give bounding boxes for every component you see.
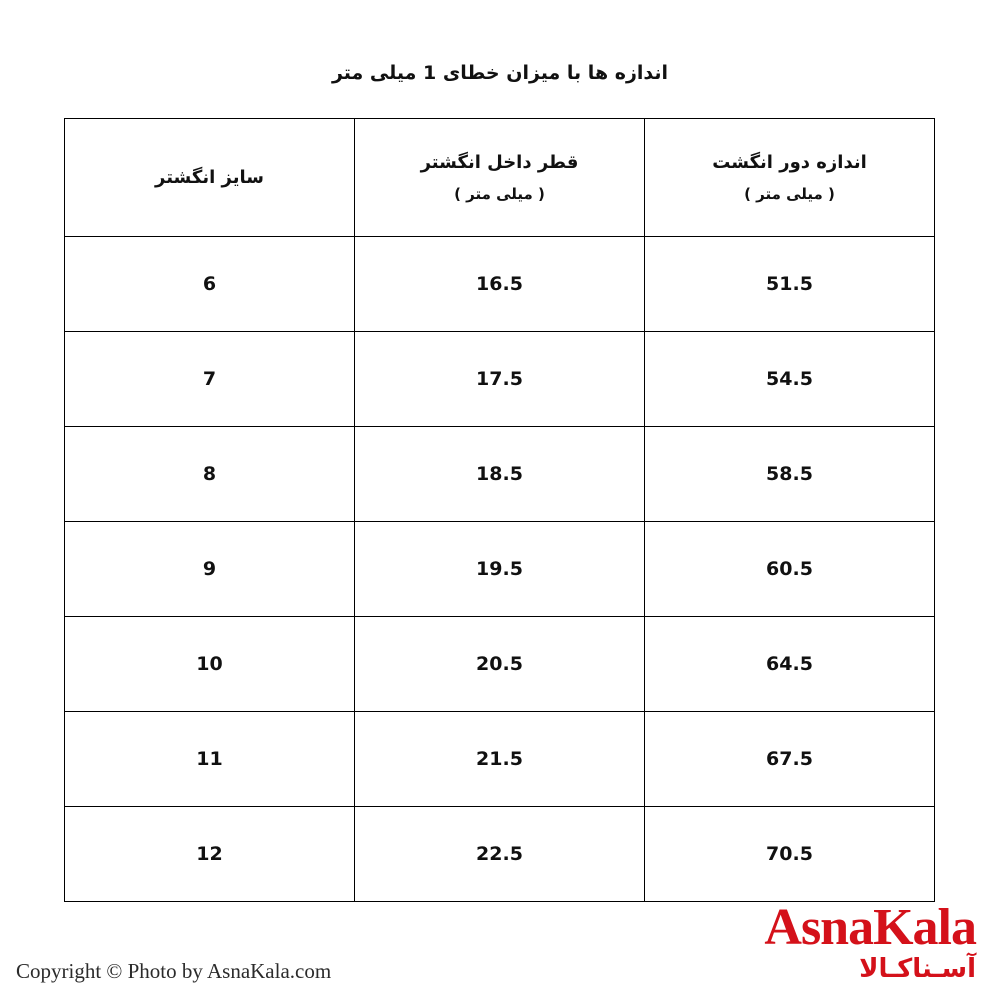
column-header-ring-size-label: سایز انگشتر xyxy=(155,166,264,188)
table-row xyxy=(65,807,935,902)
cell-ring-size: 10 xyxy=(65,617,355,712)
ring-size-table xyxy=(64,118,935,902)
cell-ring-size: 9 xyxy=(65,522,355,617)
logo-persian-text: آسـناکـالا xyxy=(859,954,976,984)
cell-diameter: 18.5 xyxy=(355,427,645,522)
cell-diameter: 22.5 xyxy=(355,807,645,902)
column-header-circumference-label: اندازه دور انگشت xyxy=(712,151,867,173)
cell-diameter: 19.5 xyxy=(355,522,645,617)
table-header-row xyxy=(65,119,935,237)
table-row xyxy=(65,237,935,332)
cell-ring-size: 6 xyxy=(65,237,355,332)
cell-circumference: 54.5 xyxy=(645,332,935,427)
copyright-notice: Copyright © Photo by AsnaKala.com xyxy=(16,959,332,983)
cell-ring-size: 12 xyxy=(65,807,355,902)
column-header-circumference xyxy=(645,119,935,237)
page-title: اندازه ها با میزان خطای 1 میلی متر xyxy=(331,62,669,84)
cell-ring-size: 7 xyxy=(65,332,355,427)
logo-latin-text: AsnaKala xyxy=(764,899,976,956)
cell-circumference: 70.5 xyxy=(645,807,935,902)
column-header-ring-size xyxy=(65,119,355,237)
table-row xyxy=(65,522,935,617)
table-header xyxy=(65,119,935,237)
cell-diameter: 20.5 xyxy=(355,617,645,712)
cell-circumference: 51.5 xyxy=(645,237,935,332)
cell-circumference: 58.5 xyxy=(645,427,935,522)
table-row xyxy=(65,712,935,807)
column-header-diameter xyxy=(355,119,645,237)
table-row xyxy=(65,427,935,522)
cell-ring-size: 8 xyxy=(65,427,355,522)
table-body xyxy=(65,237,935,902)
asnakala-logo xyxy=(764,899,976,984)
cell-circumference: 67.5 xyxy=(645,712,935,807)
table-row xyxy=(65,617,935,712)
column-header-diameter-label: قطر داخل انگشتر xyxy=(420,151,579,173)
column-header-circumference-unit: ( میلی متر ) xyxy=(744,184,835,203)
table-row xyxy=(65,332,935,427)
cell-diameter: 21.5 xyxy=(355,712,645,807)
cell-ring-size: 11 xyxy=(65,712,355,807)
cell-circumference: 60.5 xyxy=(645,522,935,617)
column-header-diameter-unit: ( میلی متر ) xyxy=(454,184,545,203)
cell-diameter: 16.5 xyxy=(355,237,645,332)
cell-diameter: 17.5 xyxy=(355,332,645,427)
cell-circumference: 64.5 xyxy=(645,617,935,712)
